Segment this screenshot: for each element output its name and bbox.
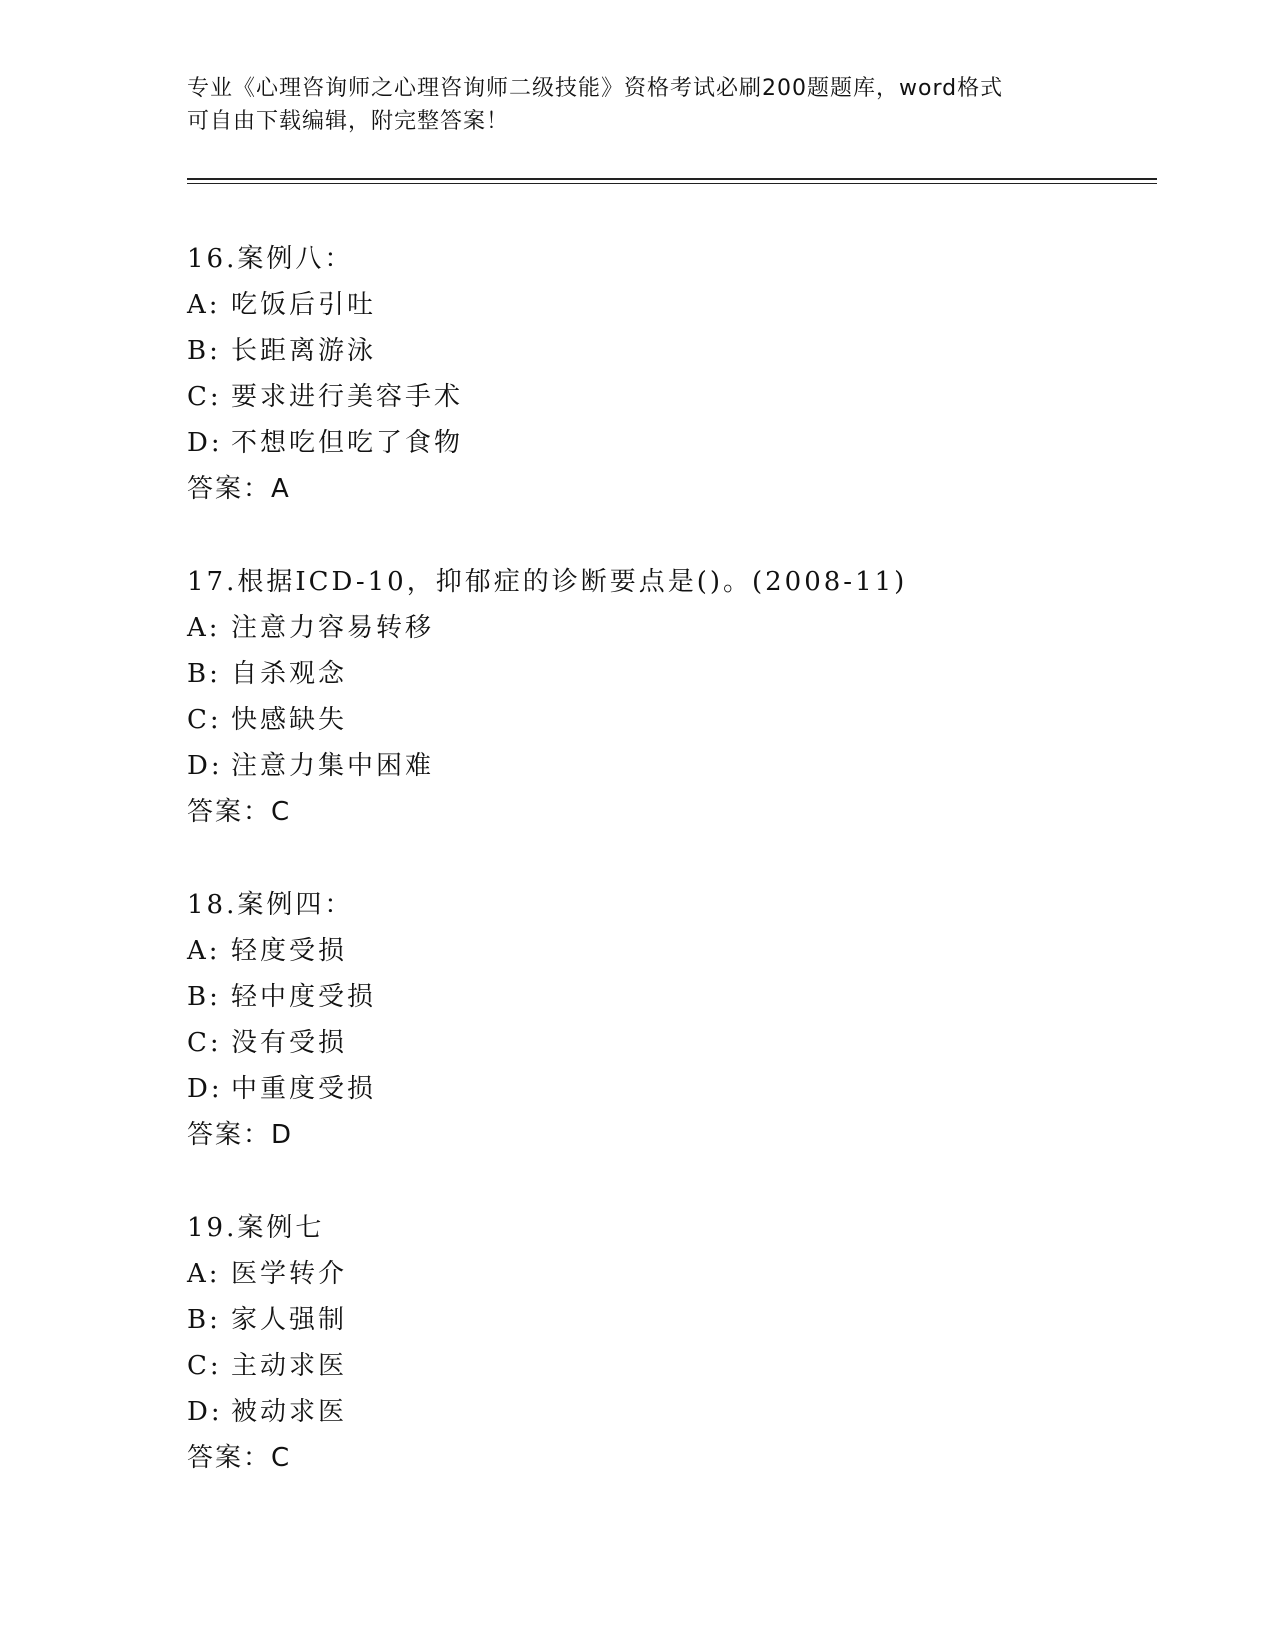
- option-text: 注意力集中困难: [231, 751, 435, 781]
- option-d: [187, 420, 1167, 466]
- option-b: [187, 974, 1167, 1020]
- option-a: [187, 282, 1167, 328]
- option-letter: A:: [187, 1259, 221, 1289]
- option-text: 被动求医: [231, 1397, 348, 1427]
- answer-label: 答案：C: [187, 1443, 292, 1473]
- option-text: 医学转介: [231, 1259, 348, 1289]
- question-stem: 18.案例四：: [187, 890, 354, 920]
- option-text: 长距离游泳: [231, 336, 377, 366]
- question-list: [187, 236, 1167, 1528]
- option-letter: B:: [187, 659, 221, 689]
- option-text: 没有受损: [231, 1028, 348, 1058]
- header-divider-thick: [187, 178, 1157, 180]
- answer-label: 答案：C: [187, 797, 292, 827]
- option-a: [187, 928, 1167, 974]
- option-text: 轻中度受损: [231, 982, 377, 1012]
- header-line-1: 专业《心理咨询师之心理咨询师二级技能》资格考试必刷200题题库，word格式: [187, 76, 1004, 101]
- option-letter: C:: [187, 382, 222, 412]
- header-divider-thin: [187, 183, 1157, 184]
- option-text: 要求进行美容手术: [231, 382, 464, 412]
- option-letter: B:: [187, 336, 221, 366]
- option-text: 自杀观念: [231, 659, 348, 689]
- question-19: [187, 1205, 1167, 1481]
- option-text: 不想吃但吃了食物: [231, 428, 464, 458]
- option-c: [187, 697, 1167, 743]
- option-d: [187, 1066, 1167, 1112]
- answer-label: 答案：A: [187, 474, 291, 504]
- option-letter: B:: [187, 982, 221, 1012]
- option-letter: A:: [187, 290, 221, 320]
- option-d: [187, 743, 1167, 789]
- question-18: [187, 882, 1167, 1158]
- option-letter: D:: [187, 1397, 223, 1427]
- option-letter: B:: [187, 1305, 221, 1335]
- question-17: [187, 559, 1167, 835]
- option-text: 吃饭后引吐: [231, 290, 377, 320]
- question-stem: 17.根据ICD-10，抑郁症的诊断要点是()。(2008-11): [187, 567, 908, 597]
- header-line-2: 可自由下载编辑，附完整答案！: [187, 109, 510, 134]
- option-a: [187, 605, 1167, 651]
- question-16: [187, 236, 1167, 512]
- option-letter: D:: [187, 428, 223, 458]
- option-a: [187, 1251, 1167, 1297]
- option-c: [187, 1343, 1167, 1389]
- option-b: [187, 328, 1167, 374]
- option-text: 主动求医: [231, 1351, 348, 1381]
- option-letter: C:: [187, 1351, 222, 1381]
- option-b: [187, 1297, 1167, 1343]
- document-header: [187, 72, 1067, 138]
- option-text: 家人强制: [231, 1305, 348, 1335]
- option-letter: D:: [187, 751, 223, 781]
- option-b: [187, 651, 1167, 697]
- option-letter: D:: [187, 1074, 223, 1104]
- question-stem: 16.案例八：: [187, 244, 354, 274]
- option-text: 快感缺失: [231, 705, 348, 735]
- option-c: [187, 374, 1167, 420]
- option-letter: C:: [187, 1028, 222, 1058]
- answer-label: 答案：D: [187, 1120, 294, 1150]
- question-stem: 19.案例七: [187, 1213, 325, 1243]
- option-letter: C:: [187, 705, 222, 735]
- option-d: [187, 1389, 1167, 1435]
- option-text: 注意力容易转移: [231, 613, 435, 643]
- option-letter: A:: [187, 936, 221, 966]
- option-text: 中重度受损: [231, 1074, 377, 1104]
- option-text: 轻度受损: [231, 936, 348, 966]
- option-c: [187, 1020, 1167, 1066]
- option-letter: A:: [187, 613, 221, 643]
